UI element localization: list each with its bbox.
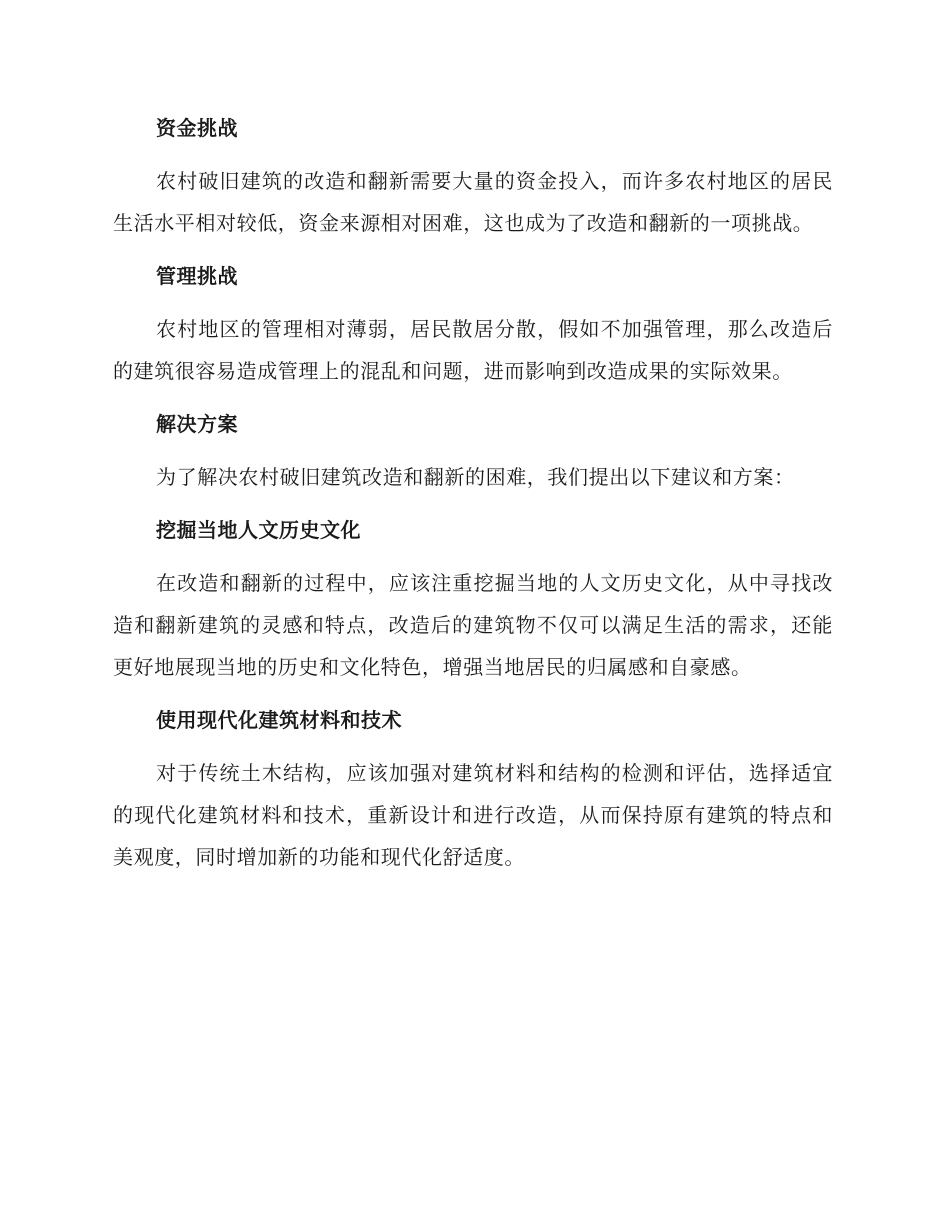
section-paragraph: 对于传统土木结构，应该加强对建筑材料和结构的检测和评估，选择适宜的现代化建筑材料和技术，重新设计和进行改造，从而保持原有建筑的特点和美观度，同时增加新的功能和现代化舒适度。 xyxy=(113,761,833,869)
section-modern-materials xyxy=(113,700,833,878)
section-solutions xyxy=(113,404,833,498)
section-local-culture xyxy=(113,510,833,688)
section-paragraph: 为了解决农村破旧建筑改造和翻新的困难，我们提出以下建议和方案： xyxy=(156,465,795,489)
document-body xyxy=(113,108,833,890)
section-heading: 资金挑战 xyxy=(156,116,238,140)
section-funding-challenge xyxy=(113,108,833,244)
section-management-challenge xyxy=(113,256,833,392)
section-paragraph: 在改造和翻新的过程中，应该注重挖掘当地的人文历史文化，从中寻找改造和翻新建筑的灵感和特点，改造后的建筑物不仅可以满足生活的需求，还能更好地展现当地的历史和文化特色，增强当地居民的归属感和自豪感。 xyxy=(113,571,833,679)
section-heading: 使用现代化建筑材料和技术 xyxy=(156,708,402,732)
section-paragraph: 农村破旧建筑的改造和翻新需要大量的资金投入，而许多农村地区的居民生活水平相对较低，资金来源相对困难，这也成为了改造和翻新的一项挑战。 xyxy=(113,169,833,235)
section-heading: 挖掘当地人文历史文化 xyxy=(156,518,361,542)
section-paragraph: 农村地区的管理相对薄弱，居民散居分散，假如不加强管理，那么改造后的建筑很容易造成管理上的混乱和问题，进而影响到改造成果的实际效果。 xyxy=(113,317,833,383)
section-heading: 管理挑战 xyxy=(156,264,238,288)
section-heading: 解决方案 xyxy=(156,412,238,436)
